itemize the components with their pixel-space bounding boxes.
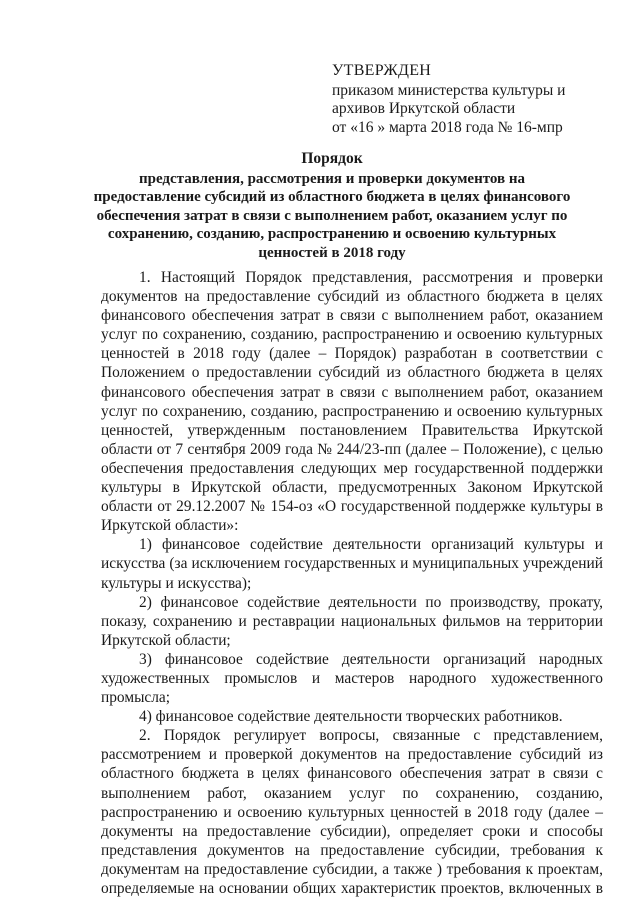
- text-line: искусства (за исключением государственных и муниципальных учреждений: [101, 555, 603, 573]
- document-title: [92, 150, 572, 263]
- text-line: областного бюджета в целях финансового обеспечения затрат в связи с: [101, 765, 603, 783]
- title-line: обеспечения затрат в связи с выполнением работ, оказанием услуг по: [96, 207, 568, 224]
- paragraph-1: [101, 268, 603, 535]
- list-item-3: [101, 650, 603, 707]
- approval-line: архивов Иркутской области: [332, 100, 516, 117]
- text-line: области от 7 сентября 2009 года № 244/23-пп (далее – Положение), с целью: [101, 440, 603, 458]
- title-main: Порядок: [301, 150, 363, 167]
- title-line: предоставление субсидий из областного бюджета в целях финансового: [93, 189, 571, 206]
- list-item-2: [101, 593, 603, 650]
- title-line: ценностей в 2018 году: [258, 244, 406, 261]
- text-line: Иркутской области;: [101, 631, 231, 649]
- text-line: финансового обеспечения затрат в связи с выполнением работ, оказанием: [101, 307, 603, 325]
- list-item-4: [101, 707, 603, 726]
- approval-stamp: [332, 62, 632, 137]
- text-line: ценностей, утвержденным постановлением Правительства Иркутской: [101, 421, 603, 439]
- text-line: культуры в Иркутской области, предусмотренных Законом Иркутской: [101, 479, 603, 497]
- text-line: 1) финансовое содействие деятельности организаций культуры и: [139, 536, 603, 554]
- text-line: 4) финансовое содействие деятельности творческих работников.: [139, 708, 563, 726]
- text-line: определяемые на основании общих характеристик проектов, включенных в: [101, 880, 603, 897]
- text-line: рассмотрением и проверкой документов на предоставление субсидий из: [101, 746, 603, 764]
- text-line: услуг по сохранению, созданию, распространению и освоению культурных: [101, 326, 603, 344]
- text-line: области от 29.12.2007 № 154-оз «О государственной поддержке культуры в: [101, 498, 603, 516]
- document-body: [101, 268, 603, 898]
- text-line: 2) финансовое содействие деятельности по производству, прокату,: [139, 593, 603, 611]
- text-line: документы на предоставление субсидии), определяет сроки и способы: [101, 822, 603, 840]
- text-line: 3) финансовое содействие деятельности организаций народных: [139, 650, 603, 668]
- paragraph-2: [101, 726, 603, 898]
- text-line: финансового обеспечения затрат в связи с выполнением работ, оказанием: [101, 383, 603, 401]
- text-line: показу, сохранению и реставрации национальных фильмов на территории: [101, 612, 603, 630]
- approval-heading: УТВЕРЖДЕН: [332, 62, 432, 79]
- list-item-1: [101, 535, 603, 592]
- text-line: ценностей в 2018 году (далее – Порядок) разработан в соответствии с: [101, 345, 603, 363]
- title-line: сохранению, созданию, распространению и освоению культурных: [107, 226, 557, 243]
- text-line: промысла;: [101, 689, 171, 707]
- approval-line: приказом министерства культуры и: [332, 81, 566, 99]
- text-line: услуг по сохранению, созданию, распространению и освоению культурных: [101, 402, 603, 420]
- text-line: 1. Настоящий Порядок представления, рассмотрения и проверки: [139, 269, 603, 286]
- text-line: обеспечения предоставления следующих мер государственной поддержки: [101, 459, 603, 477]
- text-line: 2. Порядок регулирует вопросы, связанные с представлением,: [139, 727, 603, 745]
- text-line: культуры и искусства);: [101, 574, 252, 592]
- text-line: художественных промыслов и мастеров народного художественного: [101, 669, 603, 687]
- title-line: представления, рассмотрения и проверки документов на: [138, 170, 526, 187]
- text-line: представления документов на предоставление субсидии, требования к: [101, 841, 603, 859]
- text-line: распространению и освоению культурных ценностей в 2018 году (далее –: [101, 803, 603, 821]
- text-line: выполнением работ, оказанием услуг по сохранению, созданию,: [101, 784, 603, 802]
- text-line: Иркутской области»:: [101, 517, 239, 535]
- approval-line: от «16 » марта 2018 года № 16-мпр: [332, 118, 563, 136]
- text-line: Положением о предоставлении субсидий из областного бюджета в целях: [101, 364, 603, 382]
- text-line: документам на предоставление субсидии, а также ) требования к проектам,: [101, 860, 603, 878]
- text-line: документов на предоставление субсидий из областного бюджета в целях: [101, 288, 603, 306]
